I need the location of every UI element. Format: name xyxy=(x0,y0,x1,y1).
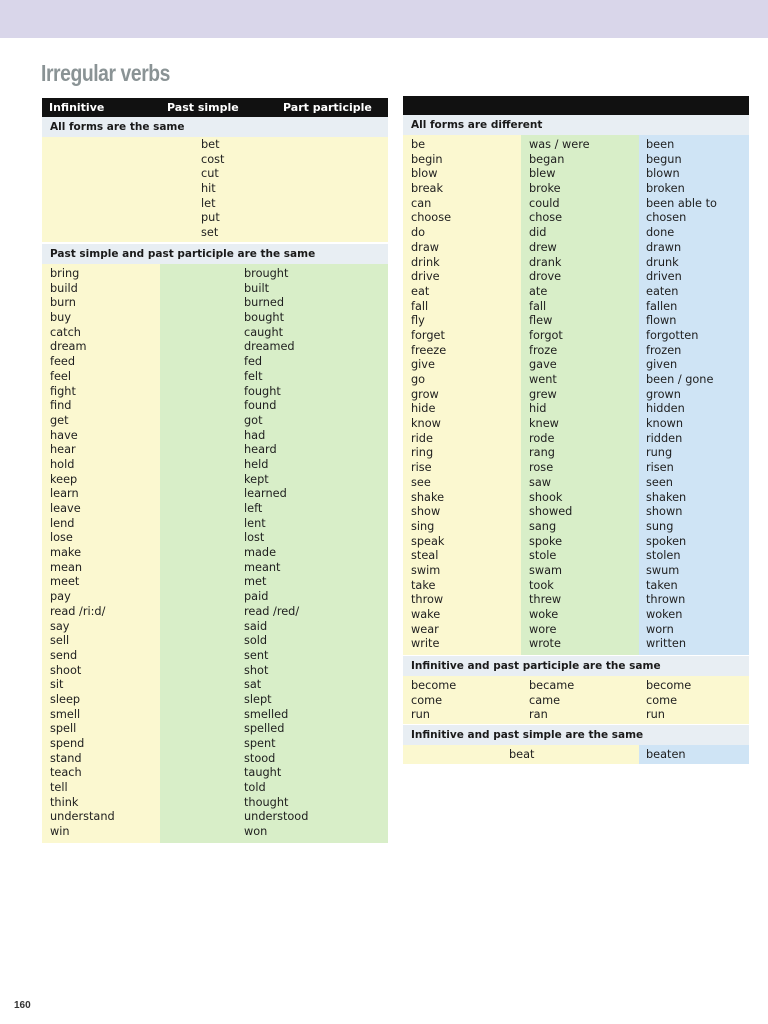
section-all-different-heading: All forms are different xyxy=(403,115,749,135)
verb-form: break xyxy=(411,182,443,196)
verb-form: burn xyxy=(50,296,76,310)
verb-form: broken xyxy=(646,182,685,196)
verb-form: written xyxy=(646,637,686,651)
verb-form: leave xyxy=(50,502,81,515)
verb-form: ridden xyxy=(646,431,683,445)
verb-form: learned xyxy=(244,487,287,501)
verb-form: come xyxy=(411,693,443,707)
verb-form: put xyxy=(201,211,220,225)
verb-form: understood xyxy=(244,810,309,824)
verb-form: met xyxy=(244,575,267,589)
verb-form: smell xyxy=(50,707,81,721)
verb-form: shook xyxy=(529,490,563,504)
verb-form: rise xyxy=(411,461,432,475)
verb-form: give xyxy=(411,358,435,372)
verb-form: chosen xyxy=(646,211,687,225)
verb-form: choose xyxy=(411,211,452,225)
verb-form: say xyxy=(50,619,70,633)
verb-form: woke xyxy=(529,608,559,621)
verb-form: felt xyxy=(244,369,263,383)
verb-form: cost xyxy=(201,152,225,166)
verb-form: have xyxy=(50,428,78,442)
verb-form: bought xyxy=(244,311,285,325)
verb-form: drew xyxy=(529,240,557,254)
verb-form: read /red/ xyxy=(244,604,300,618)
verb-form: drawn xyxy=(646,240,682,254)
verb-form: taken xyxy=(646,578,678,592)
verb-form: sung xyxy=(646,519,674,533)
verb-form: made xyxy=(244,546,277,560)
verb-form: ring xyxy=(411,446,434,460)
verb-form: blew xyxy=(529,167,556,181)
verb-form: hold xyxy=(50,457,75,471)
verb-form: smelled xyxy=(244,707,289,721)
verb-form: feed xyxy=(50,355,76,369)
verb-form: rung xyxy=(646,446,673,460)
verb-form: run xyxy=(646,708,665,722)
verb-form: did xyxy=(529,226,547,240)
verb-form: got xyxy=(244,413,263,427)
verb-form: bet xyxy=(201,138,220,151)
section-inf-pp-same-heading: Infinitive and past participle are the same xyxy=(403,656,749,676)
table-header-blank xyxy=(403,96,749,115)
header-past-simple: Past simple xyxy=(167,101,239,114)
verb-form: threw xyxy=(529,593,562,607)
verb-form: wrote xyxy=(529,637,561,651)
verb-form: blow xyxy=(411,167,438,181)
verb-form: fallen xyxy=(646,299,678,313)
past-same-past-list xyxy=(244,267,308,840)
verb-form: forgot xyxy=(529,328,563,342)
verb-form: wore xyxy=(529,622,557,636)
verb-form: heard xyxy=(244,443,277,457)
verb-form: chose xyxy=(529,211,563,225)
verb-form: draw xyxy=(411,240,439,254)
verb-form: lent xyxy=(244,516,266,530)
verb-form: freeze xyxy=(411,343,447,357)
verb-form: fight xyxy=(50,384,76,398)
verb-form: drive xyxy=(411,270,440,284)
inf-pp-infinitive-list xyxy=(411,679,456,723)
verb-form: become xyxy=(411,679,457,692)
verb-form: learn xyxy=(50,487,79,501)
verb-form: meant xyxy=(244,560,281,574)
verb-form: swam xyxy=(529,563,563,577)
verb-form: sent xyxy=(244,648,269,662)
verb-form: won xyxy=(244,825,268,839)
verb-form: lose xyxy=(50,531,73,545)
verb-form: slept xyxy=(244,692,272,706)
verb-form: sat xyxy=(244,678,262,692)
verb-form: teach xyxy=(50,766,82,780)
verb-form: rang xyxy=(529,446,555,460)
verb-form: can xyxy=(411,196,432,210)
verb-form: begin xyxy=(411,152,443,166)
verb-form: spent xyxy=(244,737,276,750)
verb-form: driven xyxy=(646,270,682,284)
verb-form: ride xyxy=(411,431,433,445)
verb-form: catch xyxy=(50,325,81,339)
verb-form: seen xyxy=(646,475,673,489)
verb-form: paid xyxy=(244,590,269,604)
verb-form: begun xyxy=(646,152,682,166)
inf-ps-verb: beat xyxy=(509,748,535,761)
verb-form: go xyxy=(411,373,426,386)
verb-form: taught xyxy=(244,766,282,780)
verb-form: rode xyxy=(529,431,555,445)
verb-form: ate xyxy=(529,284,548,298)
verb-form: grown xyxy=(646,387,681,401)
verb-form: drove xyxy=(529,270,562,284)
section-inf-ps-same-heading: Infinitive and past simple are the same xyxy=(403,725,749,745)
page-number: 160 xyxy=(14,1000,31,1011)
verb-form: built xyxy=(244,281,270,295)
verb-form: brought xyxy=(244,267,289,280)
verb-form: do xyxy=(411,226,426,240)
verb-form: tell xyxy=(50,781,68,795)
verb-form: became xyxy=(529,679,575,692)
verb-form: risen xyxy=(646,461,674,475)
verb-form: spoken xyxy=(646,534,687,548)
section-past-same-heading: Past simple and past participle are the same xyxy=(42,244,388,264)
verb-form: shoot xyxy=(50,663,82,677)
verb-form: feel xyxy=(50,369,72,383)
verb-form: find xyxy=(50,399,72,413)
verb-form: stole xyxy=(529,549,557,563)
verb-form: thought xyxy=(244,795,289,809)
left-verb-table xyxy=(42,98,388,843)
different-participle-list xyxy=(646,138,717,652)
verb-form: wake xyxy=(411,608,441,621)
verb-form: showed xyxy=(529,505,573,519)
verb-form: found xyxy=(244,399,277,413)
verb-form: sold xyxy=(244,634,268,648)
inf-ps-participle: beaten xyxy=(646,748,686,761)
verb-form: sit xyxy=(50,678,64,692)
verb-form: drank xyxy=(529,255,562,269)
verb-form: rose xyxy=(529,461,554,475)
verb-form: lost xyxy=(244,531,265,545)
verb-form: stand xyxy=(50,751,82,765)
verb-form: fought xyxy=(244,384,281,398)
verb-form: grow xyxy=(411,387,439,401)
verb-form: make xyxy=(50,546,82,560)
verb-form: spelled xyxy=(244,722,285,736)
verb-form: sell xyxy=(50,634,70,648)
verb-form: set xyxy=(201,226,219,240)
verb-form: run xyxy=(411,708,430,722)
verb-form: hit xyxy=(201,182,216,196)
verb-form: shot xyxy=(244,663,269,677)
header-infinitive: Infinitive xyxy=(49,101,105,114)
verb-form: send xyxy=(50,648,78,662)
verb-form: froze xyxy=(529,343,558,357)
verb-form: fed xyxy=(244,355,263,369)
verb-form: gave xyxy=(529,358,557,372)
verb-form: meet xyxy=(50,575,80,589)
verb-form: began xyxy=(529,152,565,166)
verb-form: been able to xyxy=(646,196,717,210)
verb-form: been / gone xyxy=(646,373,714,386)
verb-form: took xyxy=(529,578,554,592)
verb-form: show xyxy=(411,505,441,519)
verb-form: write xyxy=(411,637,440,651)
verb-form: sang xyxy=(529,519,557,533)
header-part-participle: Part participle xyxy=(283,101,372,114)
verb-form: worn xyxy=(646,622,674,636)
verb-form: burned xyxy=(244,296,285,310)
past-same-infinitive-list xyxy=(50,267,115,840)
verb-form: drunk xyxy=(646,255,679,269)
verb-form: told xyxy=(244,781,266,795)
verb-form: done xyxy=(646,226,675,240)
section-all-same-heading: All forms are the same xyxy=(42,117,388,137)
verb-form: take xyxy=(411,578,436,592)
verb-form: shaken xyxy=(646,490,687,504)
verb-form: was / were xyxy=(529,138,590,151)
verb-form: see xyxy=(411,475,431,489)
verb-form: said xyxy=(244,619,268,633)
verb-form: flew xyxy=(529,314,553,328)
verb-form: kept xyxy=(244,472,269,486)
verb-form: know xyxy=(411,417,441,431)
verb-form: shown xyxy=(646,505,683,519)
verb-form: come xyxy=(646,693,678,707)
verb-form: could xyxy=(529,196,560,210)
verb-form: had xyxy=(244,428,266,442)
verb-form: sleep xyxy=(50,692,81,706)
verb-form: eat xyxy=(411,284,430,298)
verb-form: hidden xyxy=(646,402,685,416)
verb-form: swim xyxy=(411,563,441,577)
verb-form: broke xyxy=(529,182,561,196)
verb-form: swum xyxy=(646,563,680,577)
verb-form: spoke xyxy=(529,534,563,548)
verb-form: become xyxy=(646,679,692,692)
verb-form: spend xyxy=(50,737,85,750)
verb-form: dream xyxy=(50,340,87,354)
verb-form: steal xyxy=(411,549,439,563)
verb-form: fall xyxy=(411,299,429,313)
verb-form: dreamed xyxy=(244,340,295,354)
verb-form: keep xyxy=(50,472,78,486)
verb-form: hear xyxy=(50,443,76,457)
verb-form: known xyxy=(646,417,684,431)
verb-form: given xyxy=(646,358,678,372)
verb-form: get xyxy=(50,413,69,427)
page-title: Irregular verbs xyxy=(41,60,171,86)
verb-form: think xyxy=(50,795,79,809)
verb-form: shake xyxy=(411,490,445,504)
verb-form: build xyxy=(50,281,78,295)
verb-form: sing xyxy=(411,519,435,533)
all-same-verbs xyxy=(201,138,224,241)
verb-form: lend xyxy=(50,516,75,530)
table-header xyxy=(42,98,388,117)
verb-form: understand xyxy=(50,810,115,824)
verb-form: eaten xyxy=(646,284,679,298)
verb-form: hide xyxy=(411,402,436,416)
verb-form: let xyxy=(201,196,216,210)
verb-form: cut xyxy=(201,167,219,181)
verb-form: wear xyxy=(411,622,439,636)
top-color-band xyxy=(0,0,768,38)
verb-form: held xyxy=(244,457,269,471)
verb-form: be xyxy=(411,138,426,151)
verb-form: fly xyxy=(411,314,425,328)
verb-form: drink xyxy=(411,255,440,269)
verb-form: came xyxy=(529,693,561,707)
verb-form: forgotten xyxy=(646,328,699,342)
verb-form: mean xyxy=(50,560,83,574)
verb-form: saw xyxy=(529,475,552,489)
verb-form: thrown xyxy=(646,593,686,607)
verb-form: knew xyxy=(529,417,559,431)
verb-form: speak xyxy=(411,534,445,548)
verb-form: grew xyxy=(529,387,557,401)
verb-form: throw xyxy=(411,593,444,607)
verb-form: stood xyxy=(244,751,276,765)
verb-form: pay xyxy=(50,590,71,604)
verb-form: left xyxy=(244,502,263,515)
verb-form: stolen xyxy=(646,549,681,563)
different-past-list xyxy=(529,138,590,652)
verb-form: spell xyxy=(50,722,77,736)
verb-form: went xyxy=(529,373,557,386)
verb-form: fall xyxy=(529,299,547,313)
right-verb-table xyxy=(403,96,749,764)
different-infinitive-list xyxy=(411,138,451,652)
verb-form: frozen xyxy=(646,343,682,357)
verb-form: bring xyxy=(50,267,80,280)
verb-form: been xyxy=(646,138,675,151)
inf-pp-past-list xyxy=(529,679,574,723)
verb-form: buy xyxy=(50,311,72,325)
inf-pp-participle-list xyxy=(646,679,691,723)
verb-form: read /ri:d/ xyxy=(50,604,106,618)
verb-form: hid xyxy=(529,402,547,416)
verb-form: forget xyxy=(411,328,445,342)
verb-form: win xyxy=(50,825,70,839)
verb-form: blown xyxy=(646,167,680,181)
verb-form: ran xyxy=(529,708,548,722)
verb-form: flown xyxy=(646,314,677,328)
verb-form: caught xyxy=(244,325,284,339)
verb-form: woken xyxy=(646,608,683,621)
